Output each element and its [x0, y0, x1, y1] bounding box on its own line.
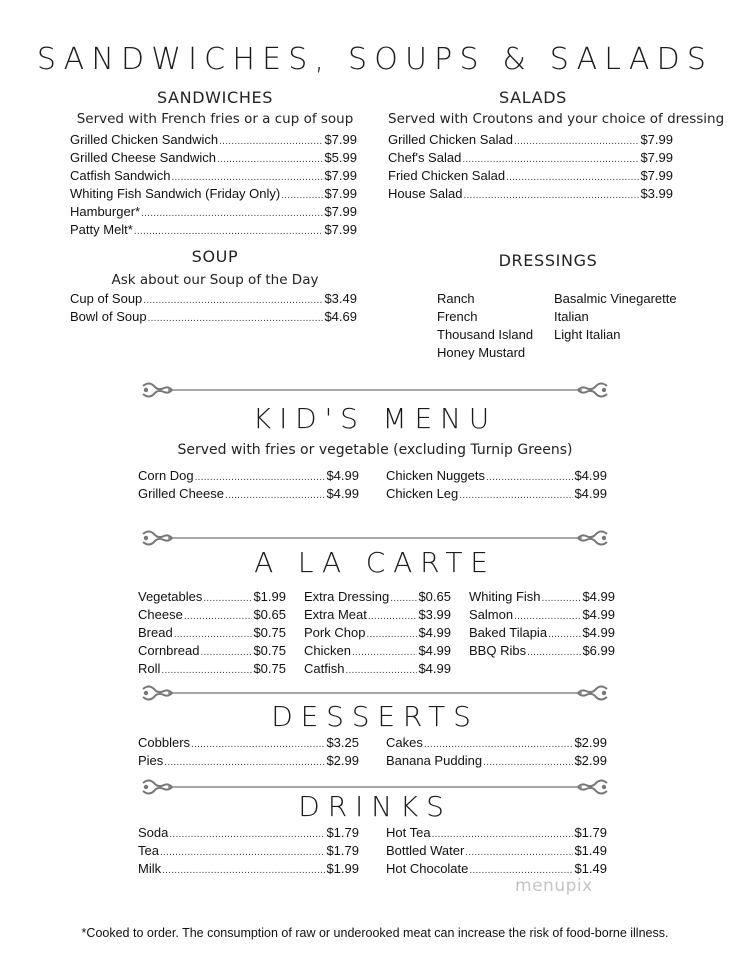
menu-item	[386, 467, 607, 485]
menu-item-name: Extra Meat	[304, 607, 367, 622]
menu-item	[138, 842, 359, 860]
drinks-list-right	[386, 824, 607, 878]
menu-item-name: Chef's Salad	[388, 150, 462, 165]
menu-item	[304, 588, 451, 606]
menu-item	[304, 660, 451, 678]
menu-item-name: Cobblers	[138, 735, 191, 750]
menu-item-name: Roll	[138, 661, 161, 676]
sandwiches-subtitle: Served with French fries or a cup of soup	[76, 111, 354, 127]
menu-item-name: Soda	[138, 825, 169, 840]
dot-leader	[486, 467, 573, 487]
menu-item-price: $2.99	[326, 753, 359, 768]
dot-leader	[390, 588, 417, 608]
kids-heading: KID'S MENU	[252, 402, 498, 435]
dot-leader	[514, 606, 581, 626]
menu-item-name: Hot Chocolate	[386, 861, 469, 876]
menu-item	[469, 642, 615, 660]
dot-leader	[148, 308, 324, 328]
menu-item-price: $3.25	[326, 735, 359, 750]
dot-leader	[217, 149, 323, 169]
menu-item	[386, 842, 607, 860]
menu-item-price: $7.99	[324, 168, 357, 183]
menu-item	[138, 824, 359, 842]
dressings-col-2	[554, 290, 677, 344]
desserts-list-right	[386, 734, 607, 770]
menu-item	[469, 588, 615, 606]
menu-item-price: $1.99	[326, 861, 359, 876]
menu-item-name: Chicken	[304, 643, 351, 658]
menu-item	[138, 606, 286, 624]
menu-item	[70, 290, 357, 308]
menu-item-price: $1.79	[326, 843, 359, 858]
menu-item-name: Hot Tea	[386, 825, 431, 840]
alacarte-col-3	[469, 588, 615, 660]
dressing-item: Ranch	[437, 291, 475, 306]
menu-item-price: $4.99	[582, 607, 615, 622]
alacarte-col-1	[138, 588, 286, 678]
soup-heading: SOUP	[191, 247, 239, 266]
menu-item-price: $7.99	[640, 168, 673, 183]
menu-item	[70, 131, 357, 149]
menu-item-name: Catfish Sandwich	[70, 168, 171, 183]
menupix-watermark: menupix	[515, 876, 593, 896]
menu-item	[386, 485, 607, 503]
menu-item-price: $1.49	[574, 843, 607, 858]
dot-leader	[527, 642, 581, 662]
salads-heading: SALADS	[499, 88, 567, 107]
menu-item	[304, 642, 451, 660]
dressing-item: Thousand Island	[437, 327, 534, 342]
dot-leader	[424, 734, 574, 754]
dot-leader	[514, 131, 639, 151]
menu-item	[469, 624, 615, 642]
menu-item-name: House Salad	[388, 186, 463, 201]
menu-item	[386, 734, 607, 752]
menu-item-name: Vegetables	[138, 589, 203, 604]
menu-item-name: Grilled Chicken Salad	[388, 132, 514, 147]
menu-item	[138, 860, 359, 878]
kids-subtitle: Served with fries or vegetable (excluding Turnip Greens)	[177, 442, 573, 458]
sandwiches-heading: SANDWICHES	[156, 88, 274, 107]
alacarte-col-2	[304, 588, 451, 678]
dot-leader	[161, 660, 252, 680]
dot-leader	[191, 734, 325, 754]
dot-leader	[174, 624, 253, 644]
dot-leader	[463, 185, 639, 205]
dot-leader	[459, 485, 573, 505]
menu-item-price: $7.99	[324, 204, 357, 219]
menu-item	[388, 131, 673, 149]
dressings-col-1	[437, 290, 533, 362]
dot-leader	[483, 752, 573, 772]
menu-item-name: Hamburger*	[70, 204, 141, 219]
menu-item	[304, 606, 451, 624]
dot-leader	[169, 824, 325, 844]
menu-item-price: $4.99	[574, 486, 607, 501]
menu-item-name: Tea	[138, 843, 159, 858]
dot-leader	[366, 624, 417, 644]
soup-subtitle: Ask about our Soup of the Day	[111, 272, 319, 288]
menu-item-price: $4.99	[582, 589, 615, 604]
dressing-item: Basalmic Vinegarette	[554, 291, 677, 306]
dot-leader	[432, 824, 574, 844]
dot-leader	[171, 167, 323, 187]
menu-item	[138, 624, 286, 642]
menu-item-price: $0.75	[253, 625, 286, 640]
dot-leader	[548, 624, 581, 644]
menu-item-name: Bottled Water	[386, 843, 465, 858]
soup-list	[70, 290, 357, 326]
kids-list-left	[138, 467, 359, 503]
salads-list	[388, 131, 673, 203]
menu-item-price: $7.99	[324, 222, 357, 237]
salads-subtitle: Served with Croutons and your choice of dressing	[388, 111, 725, 127]
menu-item	[70, 149, 357, 167]
dot-leader	[203, 588, 252, 608]
dot-leader	[465, 842, 573, 862]
menu-item-name: Grilled Cheese	[138, 486, 224, 501]
page-title: SANDWICHES, SOUPS & SALADS	[36, 42, 714, 77]
menu-item-price: $7.99	[640, 132, 673, 147]
menu-item-name: Cheese	[138, 607, 183, 622]
dot-leader	[160, 842, 325, 862]
menu-item-price: $4.99	[582, 625, 615, 640]
dressing-item: Italian	[554, 309, 589, 324]
dot-leader	[195, 467, 326, 487]
kids-list-right	[386, 467, 607, 503]
dot-leader	[141, 203, 323, 223]
dot-leader	[352, 642, 417, 662]
sandwiches-list	[70, 131, 357, 239]
drinks-heading: DRINKS	[298, 790, 452, 823]
menu-item-price: $3.99	[418, 607, 451, 622]
menu-item	[70, 308, 357, 326]
menu-item	[386, 824, 607, 842]
menu-item-name: Cup of Soup	[70, 291, 143, 306]
menu-item-name: Pies	[138, 753, 164, 768]
menu-item	[138, 734, 359, 752]
menu-item	[388, 185, 673, 203]
footnote: *Cooked to order. The consumption of raw or underooked meat can increase the risk of food-borne illness.	[81, 926, 669, 940]
menu-item-price: $4.99	[326, 468, 359, 483]
menu-item-price: $0.65	[418, 589, 451, 604]
menu-item	[138, 660, 286, 678]
dot-leader	[219, 131, 323, 151]
menu-item-name: Whiting Fish Sandwich (Friday Only)	[70, 186, 281, 201]
dot-leader	[200, 642, 252, 662]
menu-item	[388, 149, 673, 167]
ornament-divider	[140, 380, 610, 400]
menu-item-name: Pork Chop	[304, 625, 366, 640]
menu-item-name: Whiting Fish	[469, 589, 541, 604]
menu-item-price: $4.99	[418, 661, 451, 676]
dressing-item: Honey Mustard	[437, 345, 526, 360]
menu-item-price: $0.65	[253, 607, 286, 622]
menu-item-price: $1.49	[574, 861, 607, 876]
alacarte-heading: A LA CARTE	[254, 546, 496, 579]
dot-leader	[184, 606, 253, 626]
drinks-list-left	[138, 824, 359, 878]
dot-leader	[506, 167, 639, 187]
dot-leader	[462, 149, 639, 169]
menu-item-name: Catfish	[304, 661, 345, 676]
dressings-heading: DRESSINGS	[498, 251, 598, 270]
menu-item	[138, 642, 286, 660]
ornament-divider	[140, 528, 610, 548]
menu-item	[138, 588, 286, 606]
menu-item-name: Cornbread	[138, 643, 200, 658]
dressing-item: Light Italian	[554, 327, 621, 342]
menu-item-name: Bowl of Soup	[70, 309, 147, 324]
dot-leader	[162, 860, 325, 880]
dot-leader	[164, 752, 325, 772]
menu-item-price: $7.99	[640, 150, 673, 165]
menu-item-price: $4.69	[324, 309, 357, 324]
menu-item-price: $3.99	[640, 186, 673, 201]
dot-leader	[134, 221, 324, 241]
menu-item	[469, 606, 615, 624]
dot-leader	[281, 185, 323, 205]
desserts-heading: DESSERTS	[271, 700, 479, 733]
dot-leader	[143, 290, 323, 310]
menu-item	[304, 624, 451, 642]
menu-item-price: $1.79	[326, 825, 359, 840]
menu-item-price: $6.99	[582, 643, 615, 658]
menu-item-price: $0.75	[253, 661, 286, 676]
menu-item-price: $4.99	[326, 486, 359, 501]
dot-leader	[345, 660, 417, 680]
menu-item-name: Salmon	[469, 607, 514, 622]
menu-item-name: Chicken Leg	[386, 486, 459, 501]
menu-item	[138, 485, 359, 503]
menu-item-name: Patty Melt*	[70, 222, 133, 237]
menu-item-price: $2.99	[574, 735, 607, 750]
menu-item-price: $4.99	[418, 625, 451, 640]
menu-item-name: BBQ Ribs	[469, 643, 527, 658]
menu-item-price: $3.49	[324, 291, 357, 306]
menu-item-name: Chicken Nuggets	[386, 468, 485, 483]
menu-item-name: Bread	[138, 625, 173, 640]
dot-leader	[368, 606, 418, 626]
menu-item-name: Grilled Cheese Sandwich	[70, 150, 216, 165]
menu-item-name: Cakes	[386, 735, 423, 750]
dot-leader	[225, 485, 325, 505]
menu-item	[138, 467, 359, 485]
menu-item-price: $5.99	[324, 150, 357, 165]
menu-item-price: $1.79	[574, 825, 607, 840]
menu-item	[70, 203, 357, 221]
menu-item-name: Baked Tilapia	[469, 625, 548, 640]
menu-item-name: Fried Chicken Salad	[388, 168, 506, 183]
menu-item-price: $7.99	[324, 132, 357, 147]
menu-item-price: $4.99	[574, 468, 607, 483]
menu-item-name: Extra Dressing	[304, 589, 390, 604]
menu-item-price: $2.99	[574, 753, 607, 768]
dressing-item: French	[437, 309, 478, 324]
menu-item	[386, 752, 607, 770]
menu-item-name: Grilled Chicken Sandwich	[70, 132, 219, 147]
menu-item	[138, 752, 359, 770]
menu-item	[388, 167, 673, 185]
menu-item	[70, 185, 357, 203]
menu-item-name: Milk	[138, 861, 162, 876]
dot-leader	[542, 588, 582, 608]
menu-item-price: $4.99	[418, 643, 451, 658]
menu-item-price: $7.99	[324, 186, 357, 201]
menu-item-name: Corn Dog	[138, 468, 194, 483]
menu-item	[70, 167, 357, 185]
menu-item-price: $1.99	[253, 589, 286, 604]
menu-item	[70, 221, 357, 239]
menu-item-price: $0.75	[253, 643, 286, 658]
menu-item-name: Banana Pudding	[386, 753, 483, 768]
desserts-list-left	[138, 734, 359, 770]
